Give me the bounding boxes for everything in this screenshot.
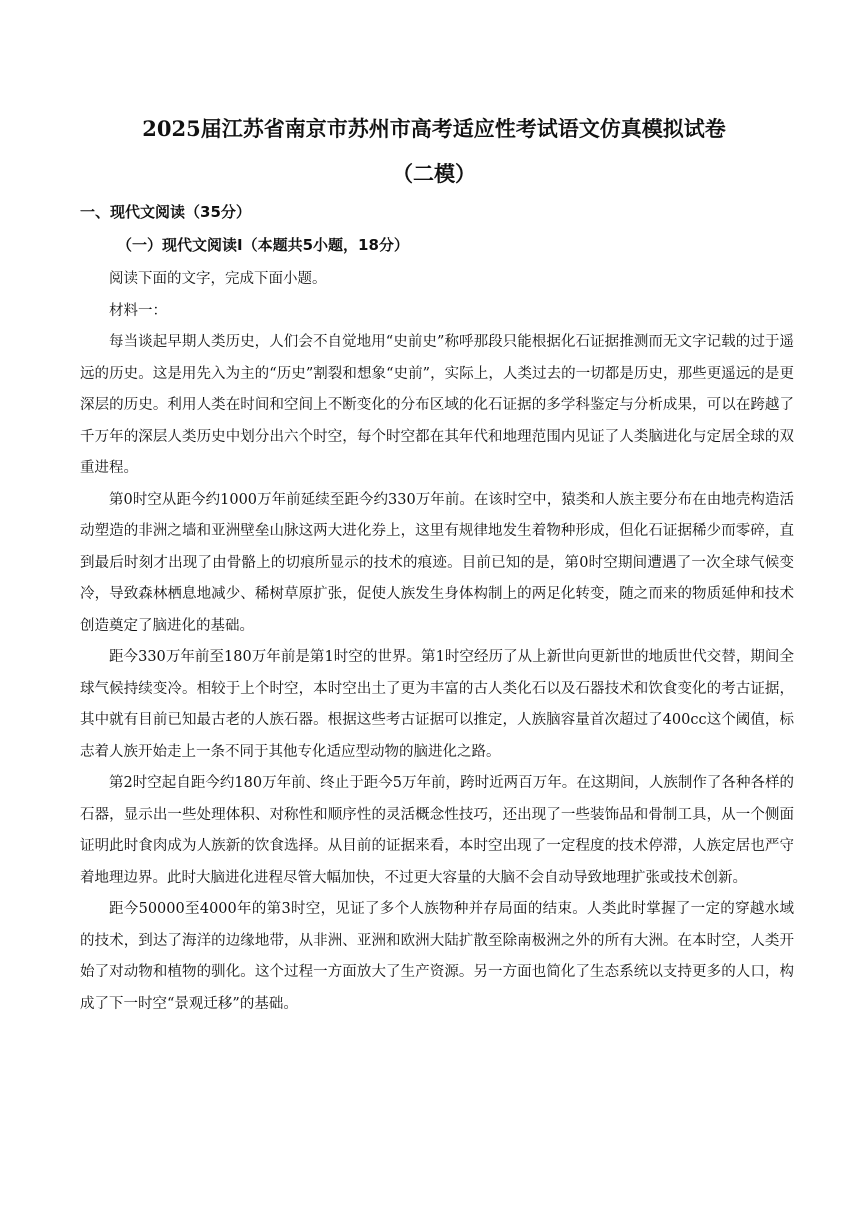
- passage-paragraph-5: 距今50000至4000年的第3时空，见证了多个人族物种并存局面的结束。人类此时掌握了一定的穿越水域的技术，到达了海洋的边缘地带，从非洲、亚洲和欧洲大陆扩散至除南极洲之外的所有大洲。在本时空，人类开始了对动物和植物的驯化。这个过程一方面放大了生产资源。另一方面也简化了生态系统以支持更多的人口，构成了下一时空“景观迁移”的基础。: [80, 901, 794, 1012]
- section-heading: 一、现代文阅读（35分）: [80, 203, 251, 221]
- document-title: 2025届江苏省南京市苏州市高考适应性考试语文仿真模拟试卷: [142, 116, 726, 141]
- passage-paragraph-4: 第2时空起自距今约180万年前、终止于距今5万年前，跨时近两百万年。在这期间，人族制作了各种各样的石器，显示出一些处理体积、对称性和顺序性的灵活概念性技巧，还出现了一些装饰品和骨制工具，从一个侧面证明此时食肉成为人族新的饮食选择。从目前的证据来看，本时空出现了一定程度的技术停滞，人族定居也严守着地理边界。此时大脑进化进程尽管大幅加快，不过更大容量的大脑不会自动导致地理扩张或技术创新。: [80, 775, 794, 886]
- passage-paragraph-2: 第0时空从距今约1000万年前延续至距今约330万年前。在该时空中，猿类和人族主要分布在由地壳构造活动塑造的非洲之墙和亚洲壁垒山脉这两大进化券上，这里有规律地发生着物种形成，但化石证据稀少而零碎，直到最后时刻才出现了由骨骼上的切痕所显示的技术的痕迹。目前已知的是，第0时空期间遭遇了一次全球气候变冷，导致森林栖息地减少、稀树草原扩张，促使人族发生身体构制上的两足化转变，随之而来的物质延伸和技术创造奠定了脑进化的基础。: [80, 491, 794, 634]
- instruction-text: 阅读下面的文字，完成下面小题。: [109, 271, 327, 287]
- passage-paragraph-1: 每当谈起早期人类历史，人们会不自觉地用“史前史”称呼那段只能根据化石证据推测而无文字记载的过于遥远的历史。这是用先入为主的“历史”割裂和想象“史前”，实际上，人类过去的一切都是历史，那些更遥远的是更深层的历史。利用人类在时间和空间上不断变化的分布区域的化石证据的多学科鉴定与分析成果，可以在跨越了千万年的深层人类历史中划分出六个时空，每个时空都在其年代和地理范围内见证了人类脑进化与定居全球的双重进程。: [80, 334, 794, 476]
- material-label: 材料一：: [109, 302, 167, 319]
- passage-paragraph-3: 距今330万年前至180万年前是第1时空的世界。第1时空经历了从上新世向更新世的地质世代交替，期间全球气候持续变冷。相较于上个时空，本时空出土了更为丰富的古人类化石以及石器技术和饮食变化的考古证据，其中就有目前已知最古老的人族石器。根据这些考古证据可以推定，人族脑容量首次超过了400cc这个阈值，标志着人族开始走上一条不同于其他专化适应型动物的脑进化之路。: [80, 649, 794, 760]
- subsection-heading: （一）现代文阅读Ⅰ（本题共5小题，18分）: [117, 236, 409, 254]
- document-subtitle: （二模）: [392, 161, 476, 186]
- reading-passage: [80, 264, 794, 1020]
